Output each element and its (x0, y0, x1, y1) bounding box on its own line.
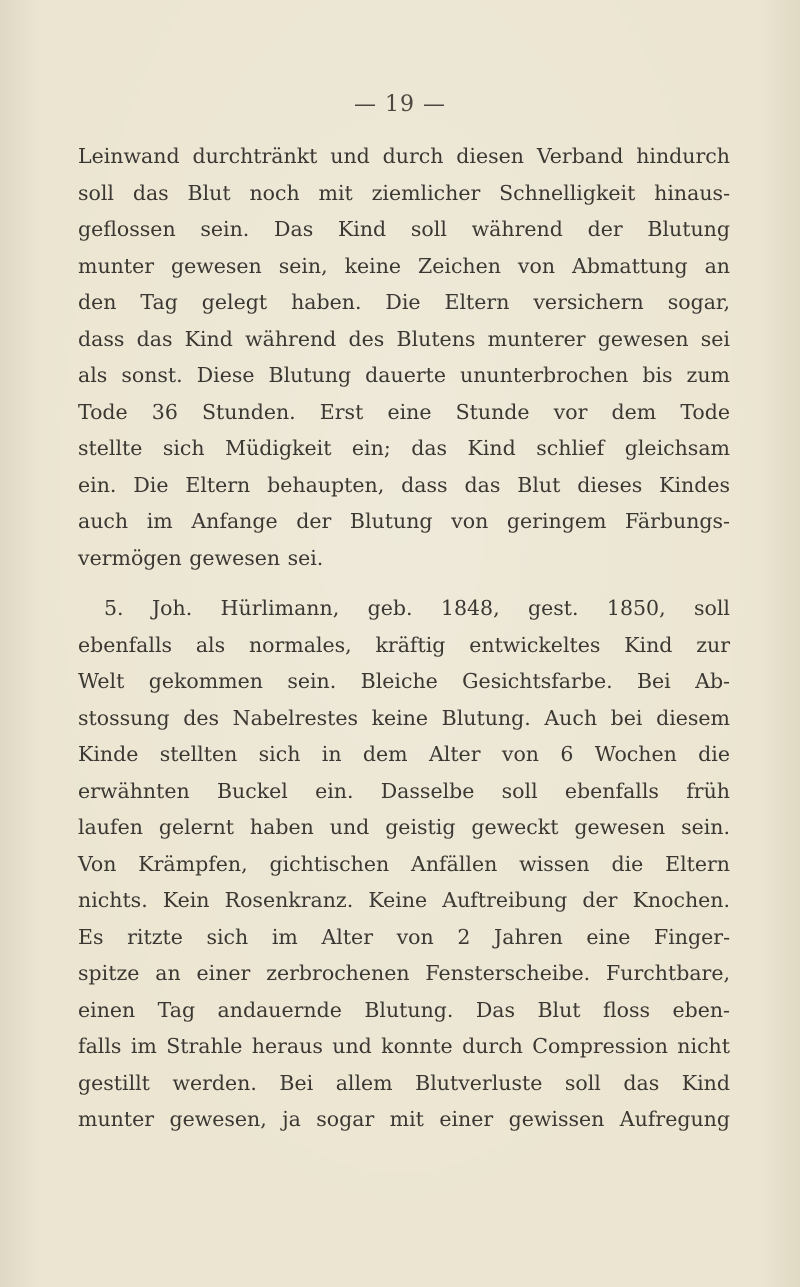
text-line: spitze an einer zerbrochenen Fensterscheibe. Furchtbare, (78, 961, 730, 985)
text-line: als sonst. Diese Blutung dauerte ununterbrochen bis zum (78, 363, 730, 387)
paragraph-1 (78, 138, 730, 576)
page-number: — 19 — (354, 92, 446, 117)
text-line: nichts. Kein Rosenkranz. Keine Auftreibung der Knochen. (78, 888, 730, 912)
paragraph-2 (78, 590, 730, 1138)
text-line: falls im Strahle heraus und konnte durch Compression nicht (78, 1034, 730, 1058)
text-line: ein. Die Eltern behaupten, dass das Blut dieses Kindes (78, 472, 730, 497)
text-line: den Tag gelegt haben. Die Eltern versichern sogar, (78, 290, 730, 314)
text-line: stossung des Nabelrestes keine Blutung. Auch bei diesem (78, 705, 730, 730)
text-line: einen Tag andauernde Blutung. Das Blut floss eben- (78, 997, 730, 1022)
text-line: Kinde stellten sich in dem Alter von 6 Wochen die (78, 742, 730, 766)
body-text (78, 138, 730, 1138)
text-line: 5. Joh. Hürlimann, geb. 1848, gest. 1850, soll (104, 596, 730, 620)
text-line: laufen gelernt haben und geistig geweckt gewesen sein. (78, 815, 730, 839)
text-line: Es ritzte sich im Alter von 2 Jahren eine Finger- (78, 924, 730, 949)
text-line: auch im Anfange der Blutung von geringem Färbungs- (78, 509, 730, 533)
text-line: stellte sich Müdigkeit ein; das Kind schlief gleichsam (78, 436, 730, 460)
text-line: geflossen sein. Das Kind soll während der Blutung (78, 217, 730, 241)
text-line: Von Krämpfen, gichtischen Anfällen wissen die Eltern (78, 851, 730, 876)
text-line: dass das Kind während des Blutens munterer gewesen sei (78, 326, 730, 351)
text-line: Welt gekommen sein. Bleiche Gesichtsfarbe. Bei Ab- (78, 669, 730, 693)
text-line: gestillt werden. Bei allem Blutverluste soll das Kind (78, 1070, 730, 1095)
text-line: erwähnten Buckel ein. Dasselbe soll ebenfalls früh (78, 778, 730, 803)
text-line: Tode 36 Stunden. Erst eine Stunde vor dem Tode (78, 399, 730, 424)
text-line: ebenfalls als normales, kräftig entwickeltes Kind zur (78, 632, 730, 657)
text-line: munter gewesen sein, keine Zeichen von Abmattung an (78, 253, 730, 278)
text-line: soll das Blut noch mit ziemlicher Schnelligkeit hinaus- (78, 180, 730, 205)
text-line: vermögen gewesen sei. (78, 545, 324, 570)
text-line: munter gewesen, ja sogar mit einer gewissen Aufregung (78, 1107, 730, 1131)
text-line: Leinwand durchtränkt und durch diesen Verband hindurch (78, 144, 730, 168)
paragraph-gap (78, 576, 730, 590)
